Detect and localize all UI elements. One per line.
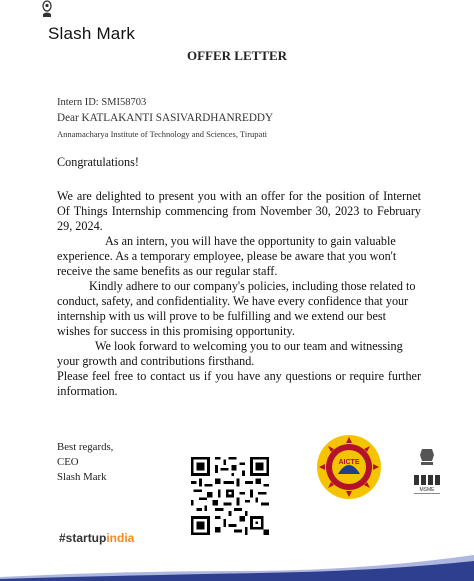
paragraph-experience: As an intern, you will have the opportunity to gain valuable experience. As a temporary employee, please be aware that you won't receive the same benefits as our regular staff. — [57, 234, 397, 278]
paragraph-contact: Please feel free to contact us if you have any questions or require further information. — [57, 369, 421, 398]
letter-body — [57, 189, 421, 399]
greeting: Congratulations! — [57, 155, 139, 169]
slash-mark-logo-icon — [40, 0, 54, 18]
signature-block — [57, 440, 113, 485]
msme-logo-text: MSME — [419, 487, 435, 493]
startup-text: #startup — [59, 531, 107, 545]
paragraph-policies: Kindly adhere to our company's policies, including those related to conduct, safety, and confidentiality. We have every confidence that your internship with us will prove to be fulfilling and we extend our best wishes for success in this promising opportunity. — [57, 279, 416, 338]
institute-name: Annamacharya Institute of Technology and Sciences, Tirupati — [57, 129, 268, 139]
footer-wave — [0, 541, 474, 581]
paragraph-offer: We are delighted to present you with an offer for the position of Internet Of Things Internship commencing from November 30, 2023 to February 29, 2024. — [57, 189, 421, 233]
paragraph-welcome: We look forward to welcoming you to our team and witnessing your growth and contributions firsthand. — [57, 339, 403, 368]
signer-company: Slash Mark — [57, 471, 107, 483]
india-text: india — [106, 531, 135, 545]
signer-role: CEO — [57, 456, 79, 468]
brand-name: Slash Mark — [48, 24, 136, 43]
aicte-logo-text: AICTE — [338, 459, 360, 466]
letter-title: OFFER LETTER — [186, 48, 288, 63]
msme-logo — [412, 447, 442, 497]
qr-code — [191, 457, 269, 535]
regards-text: Best regards, — [57, 441, 114, 453]
recipient-name: Dear KATLAKANTI SASIVARDHANREDDY — [57, 112, 274, 124]
aicte-logo — [316, 434, 382, 500]
intern-id: Intern ID: SMI58703 — [57, 97, 147, 108]
